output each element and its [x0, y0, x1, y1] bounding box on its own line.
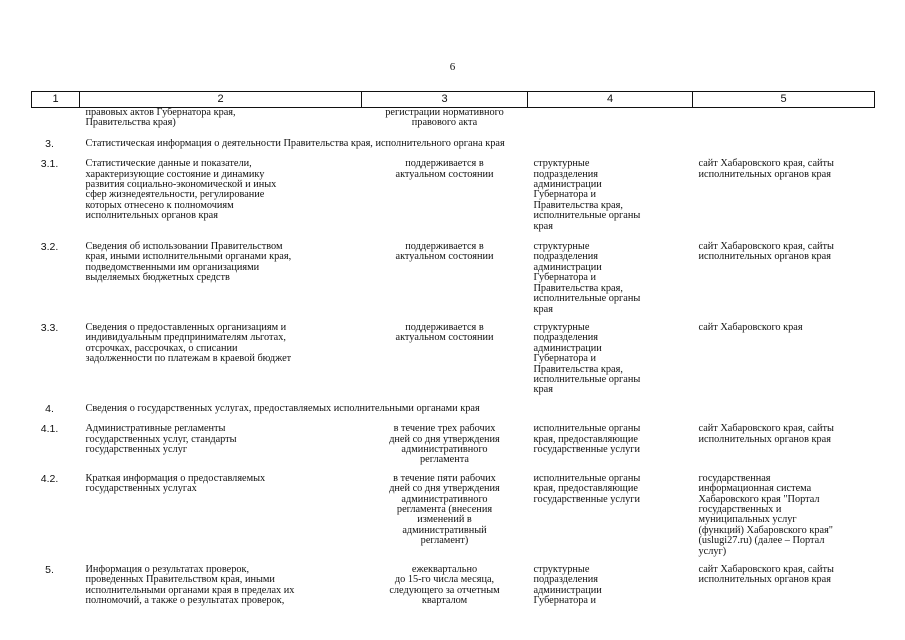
- table-row: [32, 323, 875, 404]
- table-row: [32, 474, 875, 565]
- table-header-row: [32, 92, 875, 108]
- table-row: [32, 242, 875, 323]
- section-row-3: [32, 139, 875, 159]
- continuation-place: [693, 108, 875, 139]
- responsible-cell: исполнительные органы края, предоставляющие государственные услуги: [533, 472, 641, 505]
- row-number: 4.2.: [40, 472, 59, 485]
- continuation-term: регистрации нормативного правового акта: [385, 107, 504, 129]
- term-cell: поддерживается в актуальном состоянии: [395, 158, 494, 180]
- term-cell: в течение пяти рабочих дней со дня утверждения административного регламента (внесения изменений в административный регламент): [389, 472, 500, 547]
- term-cell: поддерживается в актуальном состоянии: [395, 241, 494, 263]
- info-cell: Административные регламенты государственных услуг, стандарты государственных услуг: [85, 423, 237, 455]
- info-cell: Краткая информация о предоставляемых государственных услугах: [85, 472, 266, 495]
- table-row: [32, 565, 875, 617]
- responsible-cell: структурные подразделения администрации Губернатора и Правительства края, исполнительные органы края: [533, 321, 641, 396]
- responsible-cell: структурные подразделения администрации Губернатора и Правительства края, исполнительные органы края: [533, 241, 641, 315]
- info-cell: Статистические данные и показатели, характеризующие состояние и динамику развития социально-экономической и иных сфер жизнедеятельности, регулирование которых отнесено к полномочиям исполнительных органов края: [85, 158, 277, 222]
- column-header-2: 2: [80, 92, 362, 108]
- page-number: 6: [449, 61, 456, 73]
- continuation-responsible: [528, 108, 693, 139]
- responsible-cell: структурные подразделения администрации Губернатора и: [533, 564, 602, 607]
- term-cell: в течение трех рабочих дней со дня утверждения административного регламента: [389, 423, 500, 466]
- continuation-number: [32, 108, 80, 139]
- responsible-cell: исполнительные органы края, предоставляющие государственные услуги: [533, 423, 641, 455]
- row-number: 3.: [45, 137, 54, 150]
- column-header-5: 5: [693, 92, 875, 108]
- responsible-cell: структурные подразделения администрации Губернатора и Правительства края, исполнительные органы края: [533, 158, 641, 232]
- column-header-3: 3: [362, 92, 528, 108]
- continuation-row: [32, 108, 875, 139]
- table-row: [32, 424, 875, 474]
- row-number: 3.3.: [40, 321, 59, 334]
- term-cell: ежеквартально до 15-го числа месяца, следующего за отчетным кварталом: [389, 564, 500, 607]
- place-cell: государственная информационная система Хабаровского края "Портал государственных и муниципальных услуг (функций) Хабаровского края" (uslugi27.ru) (далее – Портал услуг): [698, 472, 834, 557]
- row-number: 3.2.: [40, 241, 59, 254]
- continuation-info: правовых актов Губернатора края, Правительства края): [85, 107, 236, 129]
- row-number: 4.1.: [40, 423, 59, 436]
- section-row-4: [32, 404, 875, 424]
- info-cell: Сведения об использовании Правительством края, иными исполнительными органами края, подведомственными им организациями выделяемых бюджетных средств: [85, 241, 292, 284]
- section-title: Сведения о государственных услугах, предоставляемых исполнительными органами края: [85, 402, 480, 414]
- place-cell: сайт Хабаровского края, сайты исполнительных органов края: [698, 423, 834, 445]
- term-cell: поддерживается в актуальном состоянии: [395, 321, 494, 344]
- place-cell: сайт Хабаровского края, сайты исполнительных органов края: [698, 241, 834, 263]
- place-cell: сайт Хабаровского края, сайты исполнительных органов края: [698, 564, 834, 586]
- info-cell: Информация о результатах проверок, проведенных Правительством края, иными исполнительными органами края в пределах их полномочий, а также о результатах проверок,: [85, 564, 295, 607]
- place-cell: сайт Хабаровского края, сайты исполнительных органов края: [698, 158, 834, 180]
- column-header-4: 4: [528, 92, 693, 108]
- row-number: 4.: [45, 402, 54, 415]
- table-row: [32, 159, 875, 242]
- place-cell: сайт Хабаровского края: [698, 321, 803, 333]
- info-cell: Сведения о предоставленных организациям и индивидуальным предпринимателям льготах, отсрочках, рассрочках, о списании задолженности по платежам в краевой бюджет: [85, 321, 292, 365]
- column-header-1: 1: [32, 92, 80, 108]
- row-number: 5.: [45, 564, 54, 577]
- section-title: Статистическая информация о деятельности Правительства края, исполнительного органа края: [85, 137, 505, 149]
- document-table: [31, 91, 875, 617]
- row-number: 3.1.: [40, 158, 59, 171]
